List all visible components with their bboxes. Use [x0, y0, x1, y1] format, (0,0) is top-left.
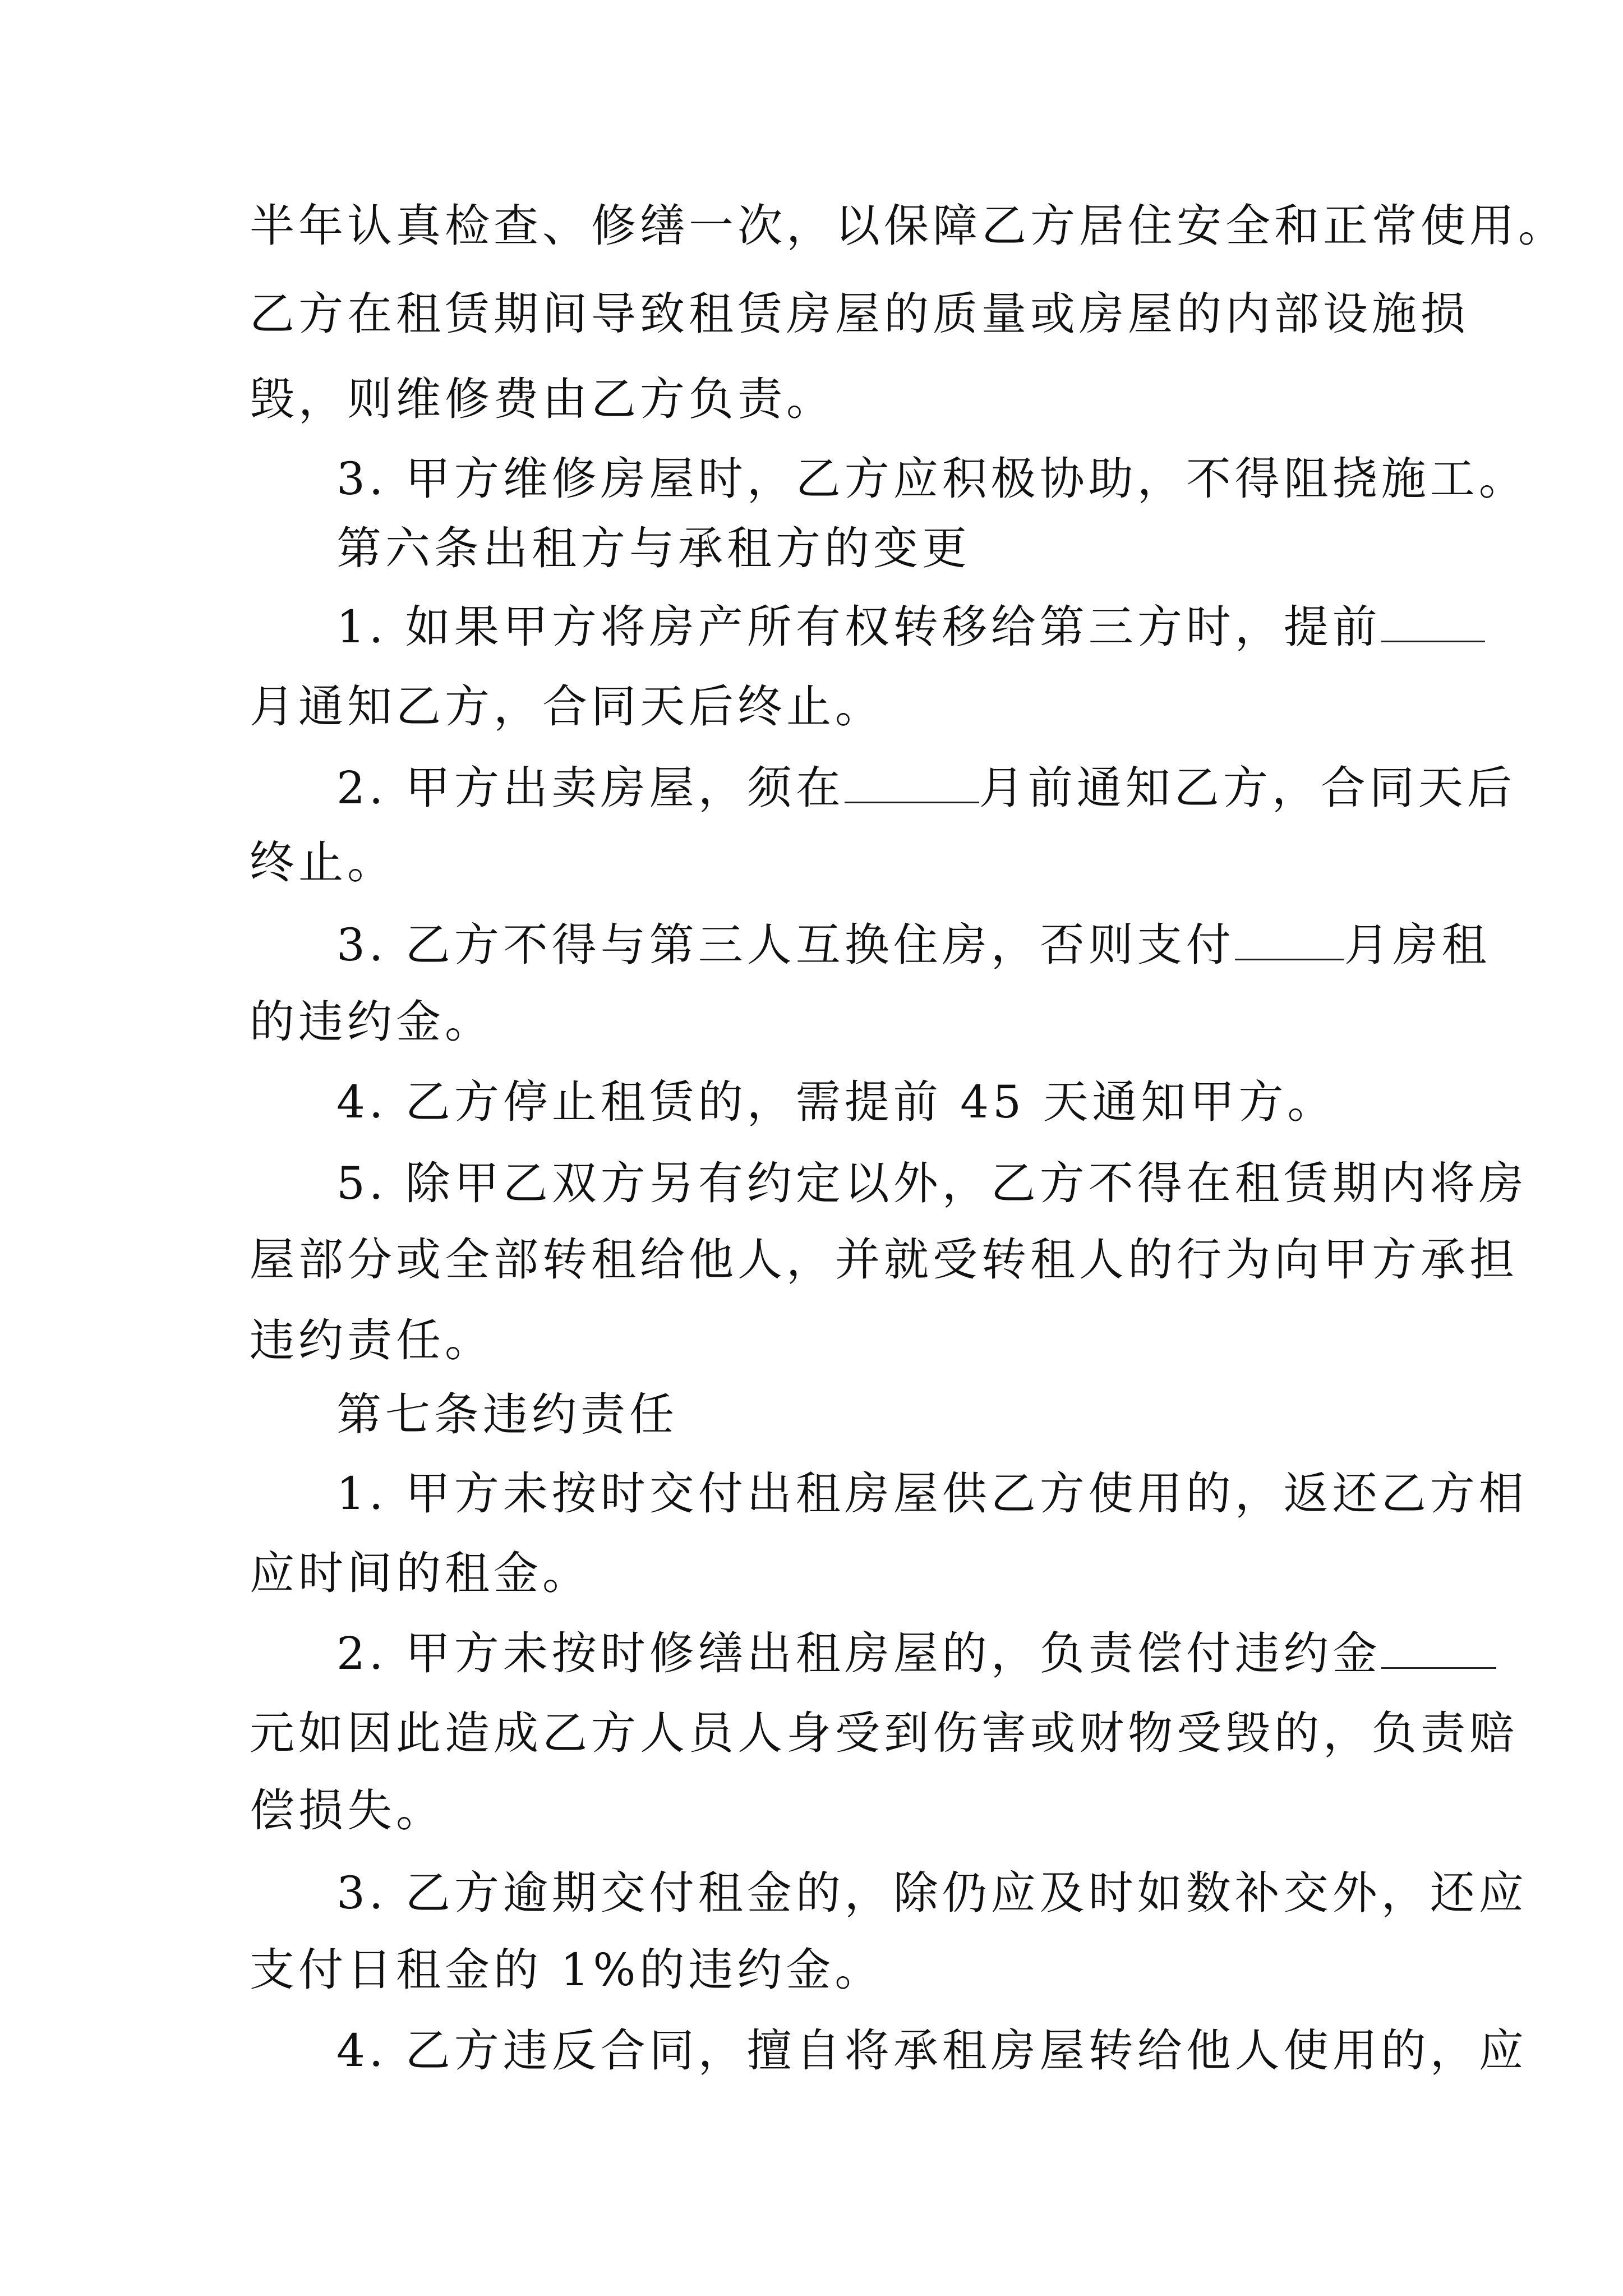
text-line: [250, 1545, 1388, 1602]
text-line: [250, 1942, 1388, 1998]
line-text: 2. 甲方未按时修缮出租房屋的，负责偿付违约金: [336, 1627, 1381, 1680]
text-line: [250, 1705, 1518, 1761]
fill-blank: [845, 762, 979, 803]
text-line: [336, 1074, 1391, 1130]
text-line: [250, 1232, 1518, 1288]
fill-blank: [1235, 919, 1344, 960]
text-line: [250, 198, 1567, 254]
line-text: 月房租: [1344, 919, 1491, 971]
text-line: [250, 679, 1388, 735]
line-text: 乙方在租赁期间导致租赁房屋的质量或房屋的内部设施损: [250, 288, 1469, 340]
text-line: [336, 1156, 1528, 1212]
line-text: 月前通知乙方，合同天后: [979, 762, 1516, 814]
text-line: [250, 835, 1388, 891]
line-text: 半年认真检查、修缮一次，以保障乙方居住安全和正常使用。: [250, 200, 1567, 252]
line-text: 毁，则维修费由乙方负责。: [250, 373, 835, 425]
fill-blank: [1381, 601, 1485, 642]
line-text: 1. 如果甲方将房产所有权转移给第三方时，提前: [336, 601, 1381, 653]
line-text: 元如因此造成乙方人员人身受到伤害或财物受毁的，负责赔: [250, 1707, 1518, 1759]
text-line: [250, 994, 1388, 1050]
text-line: [336, 599, 1391, 655]
text-line: [250, 286, 1469, 342]
line-text: 支付日租金的 1%的违约金。: [250, 1944, 884, 1996]
line-text: 违约责任。: [250, 1314, 494, 1366]
line-text: 5. 除甲乙双方另有约定以外，乙方不得在租赁期内将房: [336, 1157, 1528, 1209]
line-text: 月通知乙方，合同天后终止。: [250, 680, 884, 733]
line-text: 4. 乙方停止租赁的，需提前 45 天通知甲方。: [336, 1076, 1336, 1128]
line-text: 屋部分或全部转租给他人，并就受转租人的行为向甲方承担: [250, 1234, 1518, 1286]
section-heading: [336, 1387, 1391, 1443]
text-line: [250, 1313, 1388, 1369]
section-heading-text: 第七条违约责任: [336, 1388, 678, 1441]
line-text: 终止。: [250, 836, 396, 889]
line-text: 3. 乙方不得与第三人互换住房，否则支付: [336, 919, 1235, 971]
text-line: [336, 760, 1516, 816]
fill-blank: [1381, 1628, 1496, 1669]
text-line: [250, 371, 1388, 427]
text-line: [336, 917, 1491, 973]
line-text: 应时间的租金。: [250, 1547, 591, 1599]
section-heading-text: 第六条出租方与承租方的变更: [336, 522, 971, 574]
line-text: 3. 乙方逾期交付租金的，除仍应及时如数补交外，还应: [336, 1867, 1528, 1919]
line-text: 3. 甲方维修房屋时，乙方应积极协助，不得阻挠施工。: [336, 453, 1528, 505]
section-heading: [336, 521, 1391, 577]
text-line: [336, 451, 1528, 507]
text-line: [336, 1466, 1528, 1522]
line-text: 的违约金。: [250, 996, 494, 1048]
text-line: [336, 1626, 1391, 1682]
line-text: 偿损失。: [250, 1784, 445, 1837]
line-text: 2. 甲方出卖房屋，须在: [336, 762, 845, 814]
line-text: 1. 甲方未按时交付出租房屋供乙方使用的，返还乙方相: [336, 1467, 1528, 1520]
line-text: 4. 乙方违反合同，擅自将承租房屋转给他人使用的，应: [336, 2024, 1528, 2077]
text-line: [336, 2023, 1528, 2079]
text-line: [250, 1783, 1388, 1839]
text-line: [336, 1865, 1528, 1921]
